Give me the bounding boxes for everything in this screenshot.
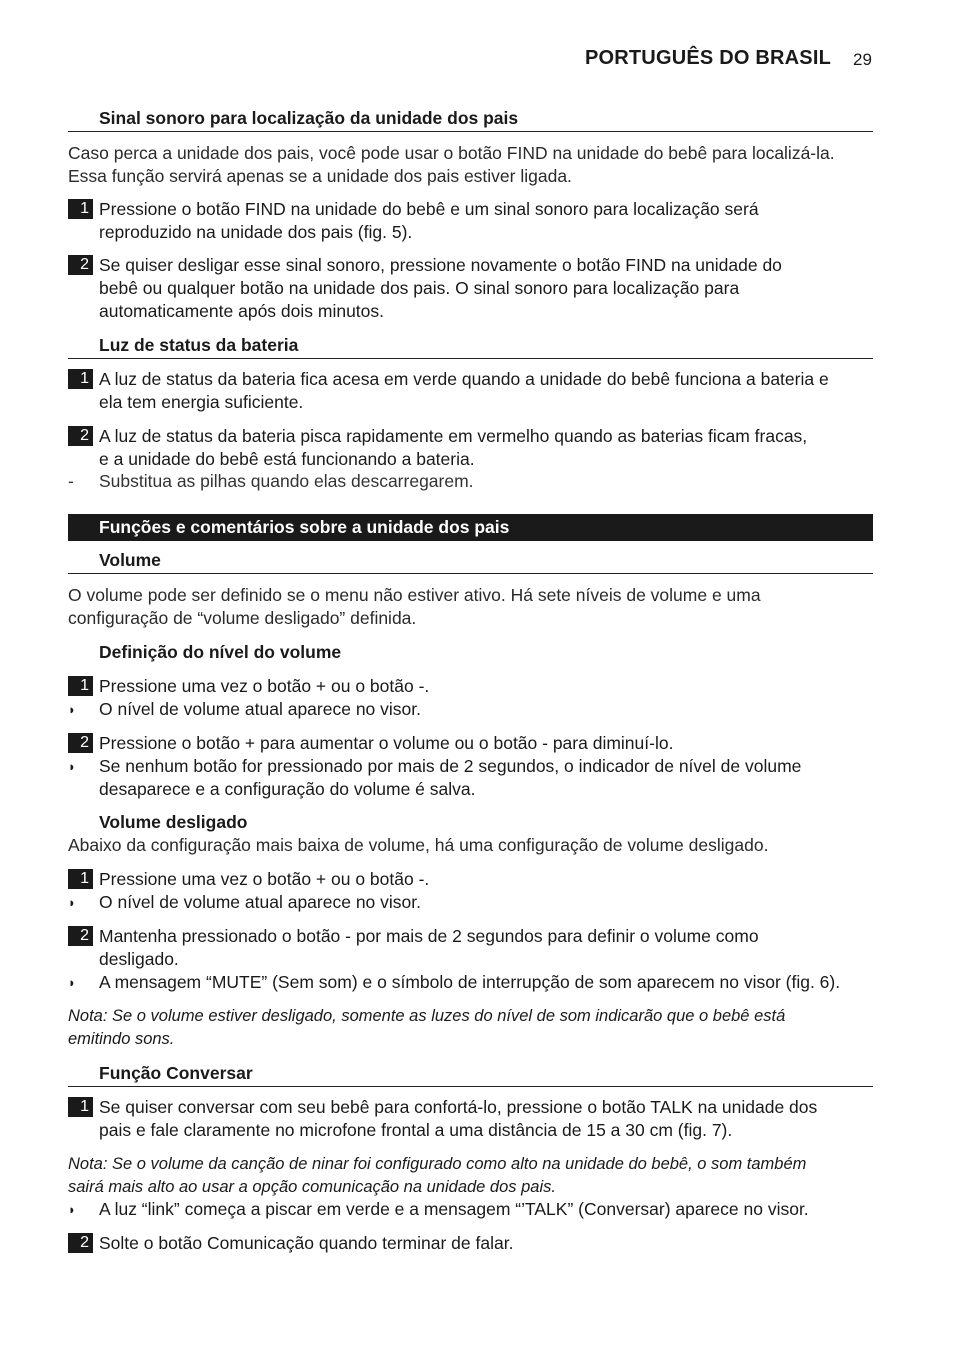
step-number: 2 [68,255,93,275]
result-item [68,1198,878,1221]
result-text-line: desaparece e a configuração do volume é salva. [99,779,476,799]
paragraph-line: Caso perca a unidade dos pais, você pode usar o botão FIND na unidade do bebê para localizá-la. [68,143,835,163]
dash-text: Substitua as pilhas quando elas descarregarem. [99,471,474,491]
step-text-line: A luz de status da bateria fica acesa em verde quando a unidade do bebê funciona a bateria e [99,369,829,389]
result-bullet-icon: ◗ [68,1202,76,1217]
step-number: 1 [68,676,93,696]
step-text-line: Se quiser desligar esse sinal sonoro, pressione novamente o botão FIND na unidade do [99,255,782,275]
dash-marker: - [68,471,74,491]
result-bullet-icon: ◗ [68,702,76,717]
result-text: O nível de volume atual aparece no visor. [99,892,421,912]
page-language-header: PORTUGUÊS DO BRASIL [584,47,831,69]
step-text-line: automaticamente após dois minutos. [99,301,385,321]
note-talk [68,1153,873,1199]
section-band-parent-unit: Funções e comentários sobre a unidade dos pais [68,514,873,541]
section-heading-volume: Volume [68,550,873,574]
step-text-line: ela tem energia suficiente. [99,392,304,412]
note-line: sairá mais alto ao usar a opção comunicação na unidade dos pais. [68,1178,556,1196]
paragraph-line: Essa função servirá apenas se a unidade dos pais estiver ligada. [68,165,572,186]
paragraph-line: configuração de “volume desligado” definida. [68,607,417,628]
result-text: A luz “link” começa a piscar em verde e a mensagem “’TALK” (Conversar) aparece no visor. [99,1199,809,1219]
paragraph-line: O volume pode ser definido se o menu não estiver ativo. Há sete níveis de volume e uma [68,585,761,605]
result-text: O nível de volume atual aparece no visor. [99,699,421,719]
step-item [68,732,878,755]
note-line: Nota: Se o volume estiver desligado, somente as luzes do nível de som indicarão que o bebê está [68,1007,786,1025]
paragraph-volume-intro [68,584,873,629]
step-item [68,368,878,414]
page-number: 29 [853,50,872,69]
step-item [68,925,878,971]
subheading-volume-off: Volume desligado [99,812,248,832]
section-heading-find: Sinal sonoro para localização da unidade dos pais [68,108,873,132]
step-text-line: Pressione uma vez o botão + ou o botão -. [99,869,430,889]
paragraph-volume-off-intro: Abaixo da configuração mais baixa de volume, há uma configuração de volume desligado. [68,835,769,855]
section-heading-battery: Luz de status da bateria [68,335,873,359]
step-text-line: bebê ou qualquer botão na unidade dos pais. O sinal sonoro para localização para [99,278,740,298]
step-number: 1 [68,369,93,389]
paragraph-find-intro [68,142,873,187]
step-text-line: Se quiser conversar com seu bebê para confortá-lo, pressione o botão TALK na unidade dos [99,1097,818,1117]
step-text-line: A luz de status da bateria pisca rapidamente em vermelho quando as baterias ficam fracas, [99,426,808,446]
result-item [68,755,878,801]
result-item [68,971,878,994]
result-bullet-icon: ◗ [68,759,76,774]
note-line: Nota: Se o volume da canção de ninar foi configurado como alto na unidade do bebê, o som também [68,1155,807,1173]
note-volume-off [68,1005,873,1051]
step-text-line: Pressione o botão FIND na unidade do bebê e um sinal sonoro para localização será [99,199,759,219]
step-number: 2 [68,426,93,446]
step-item [68,1232,878,1255]
step-number: 1 [68,199,93,219]
step-number: 2 [68,926,93,946]
result-text-line: Se nenhum botão for pressionado por mais de 2 segundos, o indicador de nível de volume [99,756,802,776]
step-item [68,675,878,698]
step-item [68,1096,878,1142]
subheading-volume-level: Definição do nível do volume [99,642,342,662]
step-text-line: Pressione o botão + para aumentar o volume ou o botão - para diminuí-lo. [99,733,674,753]
step-item [68,254,878,323]
step-item [68,425,878,471]
result-item [68,891,878,914]
step-text-line: Solte o botão Comunicação quando terminar de falar. [99,1233,514,1253]
step-number: 2 [68,733,93,753]
result-bullet-icon: ◗ [68,975,76,990]
dash-list-item [68,470,878,493]
result-bullet-icon: ◗ [68,895,76,910]
step-number: 2 [68,1233,93,1253]
step-text-line: reproduzido na unidade dos pais (fig. 5). [99,222,413,242]
step-text-line: pais e fale claramente no microfone frontal a uma distância de 15 a 30 cm (fig. 7). [99,1120,733,1140]
step-text-line: e a unidade do bebê está funcionando a bateria. [99,449,475,469]
section-heading-talk: Função Conversar [68,1063,873,1087]
step-number: 1 [68,869,93,889]
result-text: A mensagem “MUTE” (Sem som) e o símbolo de interrupção de som aparecem no visor (fig. 6). [99,972,841,992]
step-text-line: desligado. [99,949,179,969]
step-item [68,198,878,244]
step-number: 1 [68,1097,93,1117]
note-line: emitindo sons. [68,1030,175,1048]
step-text-line: Pressione uma vez o botão + ou o botão -. [99,676,430,696]
step-item [68,868,878,891]
result-item [68,698,878,721]
step-text-line: Mantenha pressionado o botão - por mais de 2 segundos para definir o volume como [99,926,759,946]
